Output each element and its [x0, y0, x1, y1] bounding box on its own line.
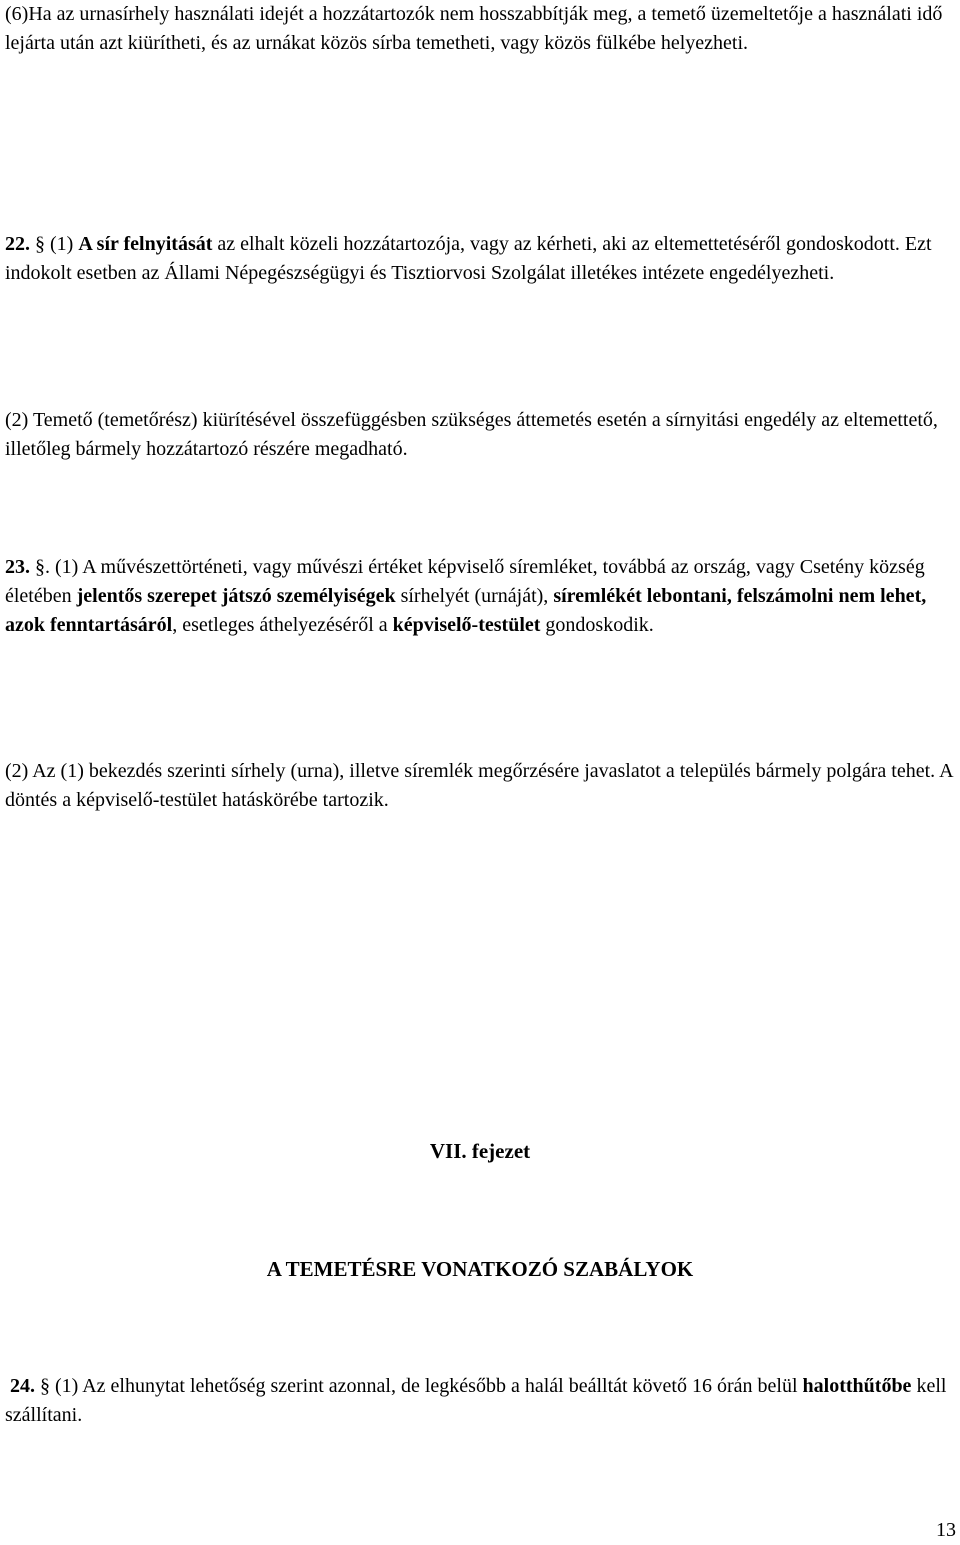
chapter-title: A TEMETÉSRE VONATKOZÓ SZABÁLYOK [266, 1257, 694, 1281]
section-23-paragraph-2: (2) Az (1) bekezdés szerinti sírhely (urna), illetve síremlék megőrzésére javaslatot a település bármely polgára tehet. A döntés a képviselő-testület hatáskörébe tartozik. [5, 760, 953, 811]
section-number: 23. [5, 556, 30, 578]
section-22-paragraph-1: 22. § (1) A sír felnyitását az elhalt közeli hozzátartozója, vagy az kérheti, aki az eltemettetéséről gondoskodott. Ezt indokolt esetben az Állami Népegészségügyi és Tisztiorvosi Szolgálat illetékes intézete engedélyezheti. [5, 233, 932, 284]
section-23-paragraph-1: 23. §. (1) A művészettörténeti, vagy művészi értéket képviselő síremléket, továbbá az ország, vagy Csetény község életében jelentős szerepet játszó személyiségek sírhelyét (urnáját), síremlékét lebontani, felszámolni nem lehet, azok fenntartásáról, esetleges áthelyezéséről a képviselő-testület gondoskodik. [5, 556, 927, 636]
page-number: 13 [936, 1519, 956, 1541]
section-sign: § [35, 233, 45, 255]
section-number: 22. [5, 233, 30, 255]
paragraph-6: (6)Ha az urnasírhely használati idejét a hozzátartozók nem hosszabbítják meg, a temető üzemeltetője a használati idő lejárta után azt kiürítheti, és az urnákat közös sírba temetheti, vagy közös fülkébe helyezheti. [5, 3, 943, 54]
chapter-heading: VII. fejezet [429, 1139, 531, 1163]
section-number: 24. [10, 1375, 35, 1397]
section-sign: § [40, 1375, 50, 1397]
section-24-paragraph-1: 24. § (1) Az elhunytat lehetőség szerint azonnal, de legkésőbb a halál beálltát követő 16 órán belül halotthűtőbe kell szállítani. [5, 1375, 947, 1426]
section-22-paragraph-2: (2) Temető (temetőrész) kiürítésével összefüggésben szükséges áttemetés esetén a sírnyitási engedély az eltemettető, illetőleg bármely hozzátartozó részére megadható. [5, 409, 938, 460]
section-sign: §. [35, 556, 50, 578]
